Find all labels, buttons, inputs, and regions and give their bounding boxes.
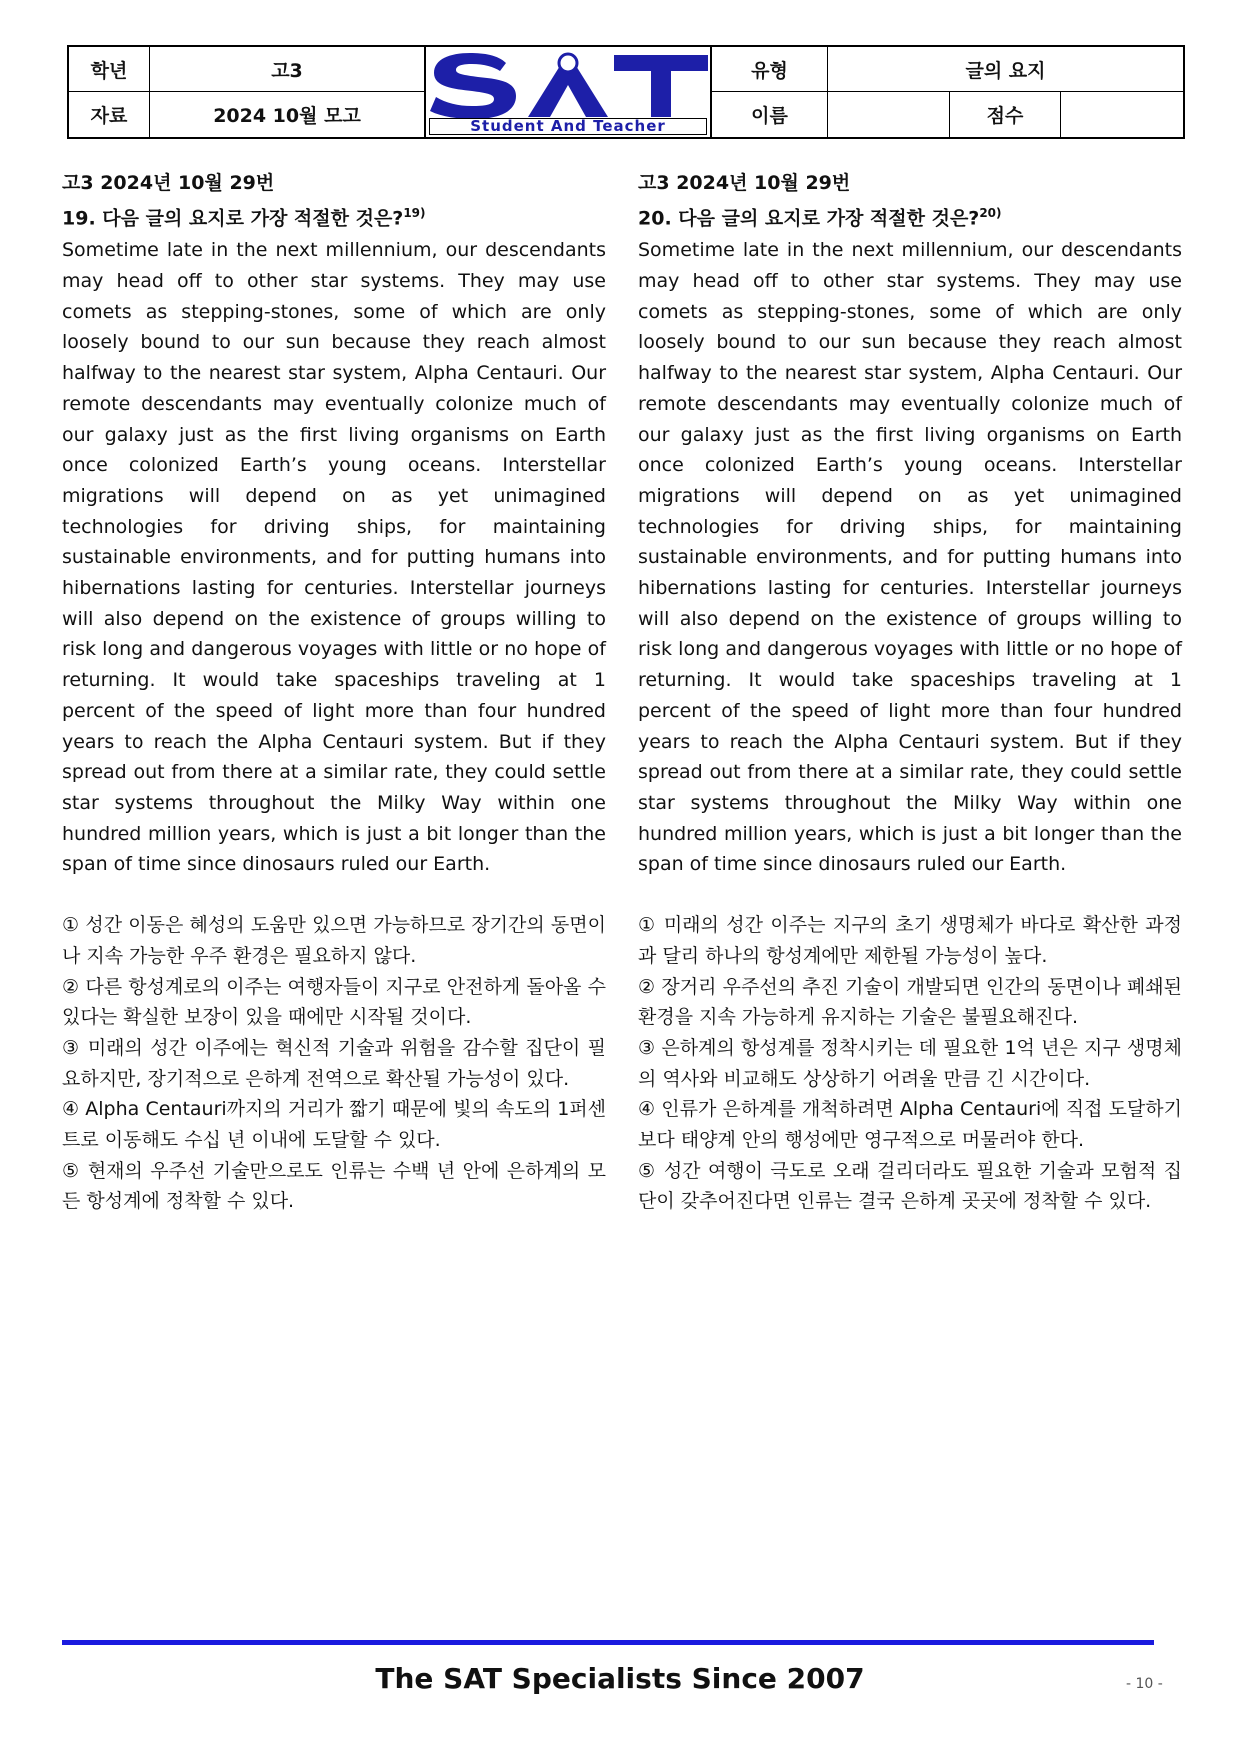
question-source: 고3 2024년 10월 29번 bbox=[638, 172, 851, 194]
passage: Sometime late in the next millennium, our descendants may head off to other star systems. They may use comets as stepping-stones, some of which are only loosely bound to our sun because they reach almost halfway to the nearest star system, Alpha Centauri. Our remote descendants may eventually colonize much of our galaxy just as the first living organisms on Earth once colonized Earth’s young oceans. Interstellar migrations will depend on as yet unimagined technologies for driving ships, for maintaining sustainable environments, and for putting humans into hibernations lasting for centuries. Interstellar journeys will also depend on the existence of groups willing to risk long and dangerous voyages with little or no hope of returning. It would take spaceships traveling at 1 percent of the speed of light more than four hundred years to reach the Alpha Centauri system. But if they spread out from there at a similar rate, they could settle star systems throughout the Milky Way within one hundred million years, which is just a bit longer than the span of time since dinosaurs ruled our Earth. bbox=[638, 239, 1182, 876]
footer-slogan: The SAT Specialists Since 2007 bbox=[375, 1662, 865, 1695]
choice-2[interactable]: ② 다른 항성계로의 이주는 여행자들이 지구로 안전하게 돌아올 수 있다는 확실한 보장이 있을 때에만 시작될 것이다. bbox=[62, 975, 606, 1029]
header-table bbox=[67, 45, 1185, 139]
question-title bbox=[638, 198, 1182, 233]
choice-2[interactable]: ② 장거리 우주선의 추진 기술이 개발되면 인간의 동면이나 폐쇄된 환경을 지속 가능하게 유지하는 기술은 불필요해진다. bbox=[638, 975, 1182, 1029]
passage: Sometime late in the next millennium, our descendants may head off to other star systems. They may use comets as stepping-stones, some of which are only loosely bound to our sun because they reach almost halfway to the nearest star system, Alpha Centauri. Our remote descendants may eventually colonize much of our galaxy just as the first living organisms on Earth once colonized Earth’s young oceans. Interstellar migrations will depend on as yet unimagined technologies for driving ships, for maintaining sustainable environments, and for putting humans into hibernations lasting for centuries. Interstellar journeys will also depend on the existence of groups willing to risk long and dangerous voyages with little or no hope of returning. It would take spaceships traveling at 1 percent of the speed of light more than four hundred years to reach the Alpha Centauri system. But if they spread out from there at a similar rate, they could settle star systems throughout the Milky Way within one hundred million years, which is just a bit longer than the span of time since dinosaurs ruled our Earth. bbox=[62, 239, 606, 876]
question-title-text: 20. 다음 글의 요지로 가장 적절한 것은? bbox=[638, 207, 980, 230]
footnote-marker: 19) bbox=[403, 206, 426, 220]
choice-5[interactable]: ⑤ 현재의 우주선 기술만으로도 인류는 수백 년 안에 은하계의 모든 항성계에 정착할 수 있다. bbox=[62, 1159, 606, 1213]
type-label: 유형 bbox=[712, 47, 828, 92]
footnote-marker: 20) bbox=[979, 206, 1002, 220]
choice-4[interactable]: ④ Alpha Centauri까지의 거리가 짧기 때문에 빛의 속도의 1퍼센트로 이동해도 수십 년 이내에 도달할 수 있다. bbox=[62, 1098, 606, 1152]
footer-divider bbox=[62, 1640, 1154, 1645]
source-value: 2024 10월 모고 bbox=[213, 105, 361, 127]
page-number: - 10 - bbox=[1126, 1676, 1163, 1692]
question-source: 고3 2024년 10월 29번 bbox=[62, 172, 275, 194]
choice-3[interactable]: ③ 미래의 성간 이주에는 혁신적 기술과 위험을 감수할 집단이 필요하지만, 장기적으로 은하계 전역으로 확산될 가능성이 있다. bbox=[62, 1036, 606, 1090]
question-19 bbox=[62, 168, 606, 1217]
name-field[interactable] bbox=[828, 92, 950, 137]
sat-logo-mark bbox=[428, 49, 710, 119]
choice-5[interactable]: ⑤ 성간 여행이 극도로 오래 걸리더라도 필요한 기술과 모험적 집단이 갖추어진다면 인류는 결국 은하계 곳곳에 정착할 수 있다. bbox=[638, 1159, 1182, 1213]
grade-label: 학년 bbox=[69, 47, 150, 92]
sat-logo-subtitle: Student And Teacher bbox=[429, 118, 707, 135]
score-field[interactable] bbox=[1061, 92, 1183, 137]
name-label: 이름 bbox=[712, 92, 828, 137]
question-20 bbox=[638, 168, 1182, 1217]
question-title-text: 19. 다음 글의 요지로 가장 적절한 것은? bbox=[62, 207, 404, 230]
grade-value: 고3 bbox=[150, 47, 424, 92]
type-value: 글의 요지 bbox=[828, 47, 1183, 92]
answer-choices bbox=[62, 910, 606, 1217]
choice-1[interactable]: ① 미래의 성간 이주는 지구의 초기 생명체가 바다로 확산한 과정과 달리 하나의 항성계에만 제한될 가능성이 높다. bbox=[638, 914, 1182, 967]
question-title bbox=[62, 198, 606, 233]
source-label: 자료 bbox=[69, 92, 150, 137]
choice-1[interactable]: ① 성간 이동은 혜성의 도움만 있으면 가능하므로 장기간의 동면이나 지속 가능한 우주 환경은 필요하지 않다. bbox=[62, 914, 606, 967]
sat-logo bbox=[424, 47, 712, 137]
choice-4[interactable]: ④ 인류가 은하계를 개척하려면 Alpha Centauri에 직접 도달하기보다 태양계 안의 행성에만 영구적으로 머물러야 한다. bbox=[638, 1098, 1182, 1152]
score-label: 점수 bbox=[950, 92, 1061, 137]
answer-choices bbox=[638, 910, 1182, 1217]
choice-3[interactable]: ③ 은하계의 항성계를 정착시키는 데 필요한 1억 년은 지구 생명체의 역사와 비교해도 상상하기 어려울 만큼 긴 시간이다. bbox=[638, 1036, 1182, 1090]
